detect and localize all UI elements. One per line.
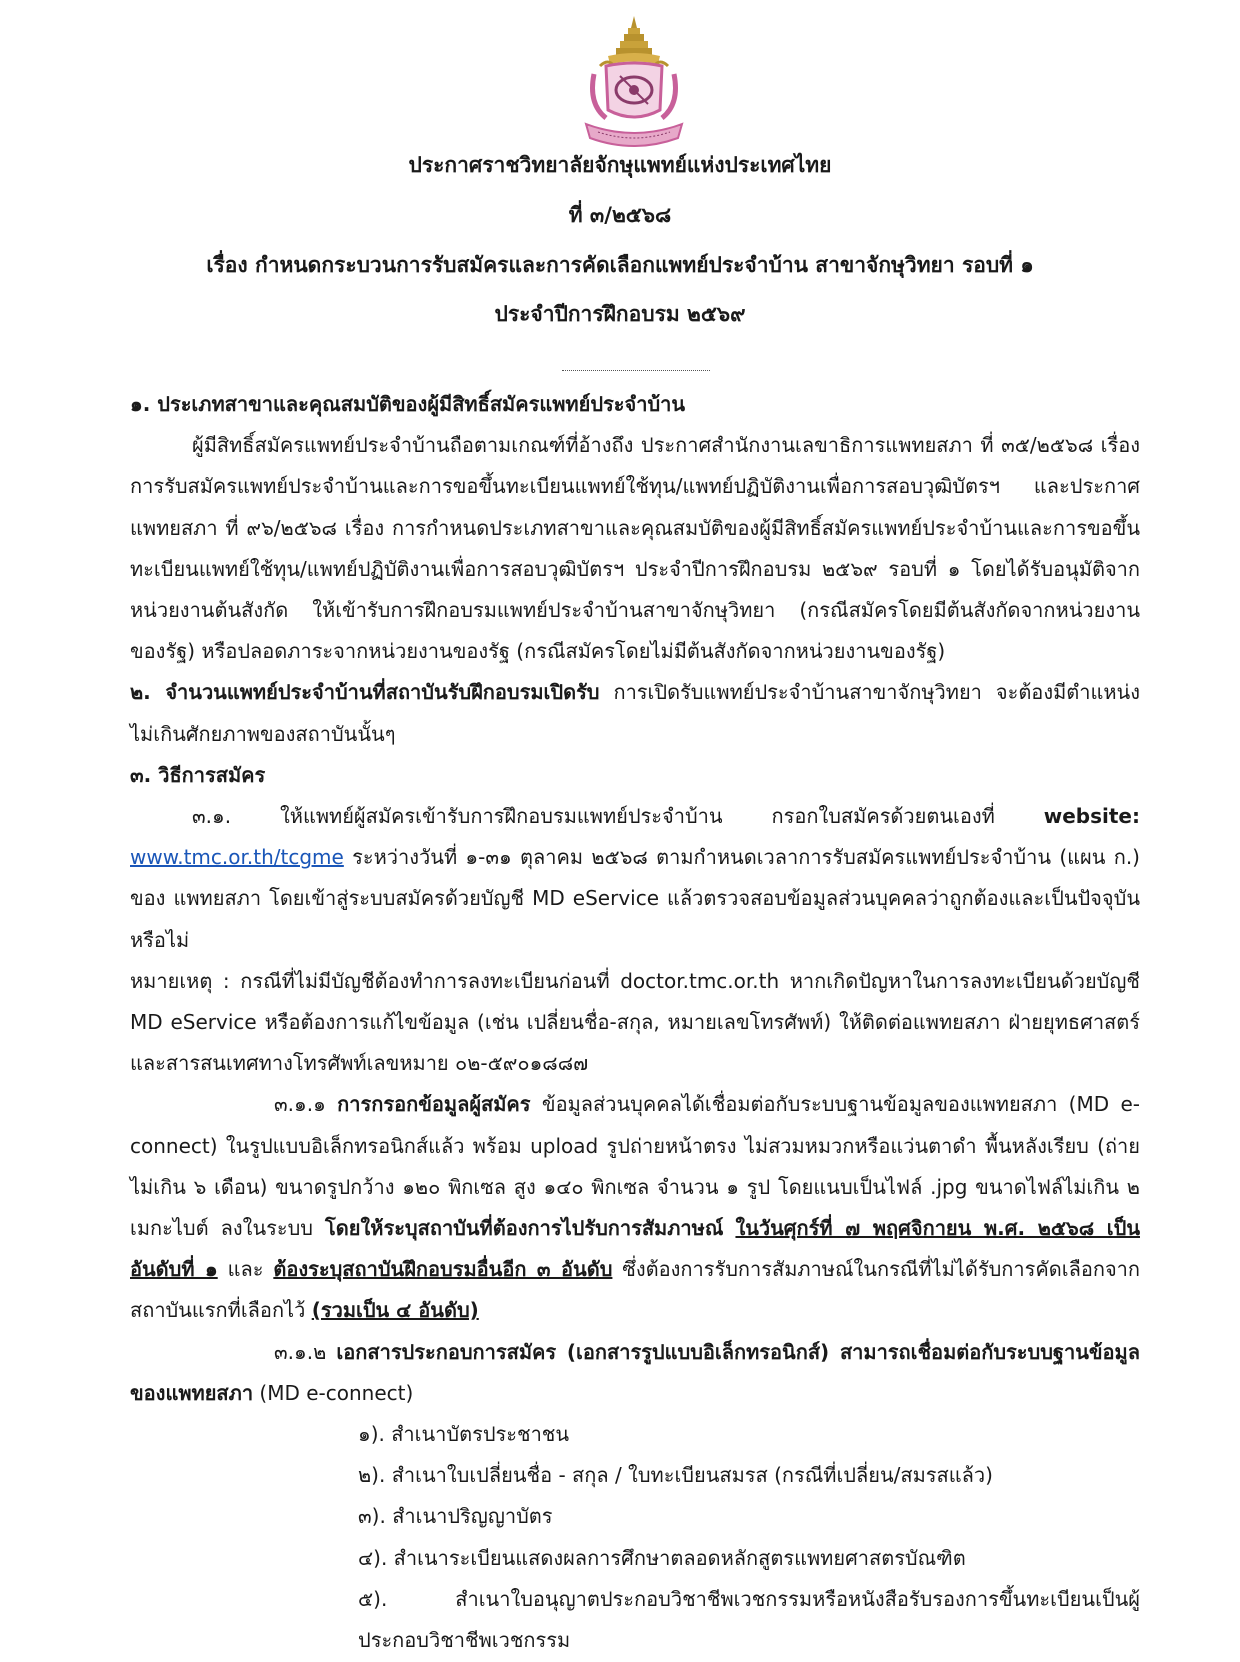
announcement-subject-year: ประจำปีการฝึกอบรม ๒๕๖๙	[494, 302, 746, 326]
section-1-heading: ๑. ประเภทสาขาและคุณสมบัติของผู้มีสิทธิ์สมัครแพทย์ประจำบ้าน	[130, 392, 686, 416]
section-3-note: หมายเหตุ : กรณีที่ไม่มีบัญชีต้องทำการลงทะเบียนก่อนที่ doctor.tmc.or.th หากเกิดปัญหาในการลงทะเบียนด้วยบัญชี MD eService หรือต้องการแก้ไขข้อมูล (เช่น เปลี่ยนชื่อ-สกุล, หมายเลขโทรศัพท์) ให้ติดต่อแพทยสภา ฝ่ายยุทธศาสตร์และสารสนเทศทางโทรศัพท์เลขหมาย ๐๒-๕๙๐๑๘๘๗	[130, 968, 1140, 1076]
section-1-text: ผู้มีสิทธิ์สมัครแพทย์ประจำบ้านถือตามเกณฑ์ที่อ้างถึง ประกาศสำนักงานเลขาธิการแพทยสภา ที่ ๓๕/๒๕๖๘ เรื่องการรับสมัครแพทย์ประจำบ้านและการขอขึ้นทะเบียนแพทย์ใช้ทุน/แพทย์ปฏิบัติงานเพื่อการสอบวุฒิบัตรฯ และประกาศแพทยสภา ที่ ๙๖/๒๕๖๘ เรื่อง การกำหนดประเภทสาขาและคุณสมบัติของผู้มีสิทธิ์สมัครแพทย์ประจำบ้านและการขอขึ้นทะเบียนแพทย์ใช้ทุน/แพทย์ปฏิบัติงานเพื่อการสอบวุฒิบัตรฯ ประจำปีการฝึกอบรม ๒๕๖๙ รอบที่ ๑ โดยได้รับอนุมัติจากหน่วยงานต้นสังกัด ให้เข้ารับการฝึกอบรมแพทย์ประจำบ้านสาขาจักษุวิทยา (กรณีสมัครโดยมีต้นสังกัดจากหน่วยงานของรัฐ) หรือปลอดภาระจากหน่วยงานของรัฐ (กรณีสมัครโดยไม่มีต้นสังกัดจากหน่วยงานของรัฐ)	[130, 433, 1140, 664]
document-list-item: ๔). สำเนาระเบียนแสดงผลการศึกษาตลอดหลักสูตรแพทยศาสตรบัณฑิต	[358, 1545, 966, 1570]
section-2-text: การเปิดรับแพทย์ประจำบ้านสาขาจักษุวิทยา จะต้องมีตำแหน่งไม่เกินศักยภาพของสถาบันนั้นๆ	[130, 680, 1140, 746]
document-list-item: ๕). สำเนาใบอนุญาตประกอบวิชาชีพเวชกรรมหรือหนังสือรับรองการขึ้นทะเบียนเป็นผู้ประกอบวิชาชีพเวชกรรม	[358, 1586, 1140, 1653]
announcement-number: ที่ ๓/๒๕๖๘	[568, 203, 672, 227]
section-3-1-1: ๓.๑.๑ การกรอกข้อมูลผู้สมัคร ข้อมูลส่วนบุคคลได้เชื่อมต่อกับระบบฐานข้อมูลของแพทยสภา (MD e-connect) ในรูปแบบอิเล็กทรอนิกส์แล้ว พร้อม upload รูปถ่ายหน้าตรง ไม่สวมหมวกหรือแว่นตาดำ พื้นหลังเรียบ (ถ่ายไม่เกิน ๖ เดือน) ขนาดรูปกว้าง ๑๒๐ พิกเซล สูง ๑๔๐ พิกเซล จำนวน ๑ รูป โดยแนบเป็นไฟล์ .jpg ขนาดไฟล์ไม่เกิน ๒ เมกะไบต์ ลงในระบบ โดยให้ระบุสถาบันที่ต้องการไปรับการสัมภาษณ์ ในวันศุกร์ที่ ๗ พฤศจิกายน พ.ศ. ๒๕๖๘ เป็นอันดับที่ ๑ และ ต้องระบุสถาบันฝึกอบรมอื่นอีก ๓ อันดับ ซึ่งต้องการรับการสัมภาษณ์ในกรณีที่ไม่ได้รับการคัดเลือกจากสถาบันแรกที่เลือกไว้ (รวมเป็น ๔ อันดับ)	[130, 1092, 1141, 1323]
title-divider	[562, 370, 710, 371]
section-2	[130, 672, 1140, 754]
royal-college-crest-icon	[578, 14, 690, 150]
section-3-1-2: ๓.๑.๒ เอกสารประกอบการสมัคร (เอกสารรูปแบบอิเล็กทรอนิกส์) สามารถเชื่อมต่อกับระบบฐานข้อมูลของแพทยสภา (MD e-connect)	[130, 1339, 1140, 1405]
announcement-subject: เรื่อง กำหนดกระบวนการรับสมัครและการคัดเลือกแพทย์ประจำบ้าน สาขาจักษุวิทยา รอบที่ ๑	[206, 253, 1034, 277]
section-2-heading: ๒. จำนวนแพทย์ประจำบ้านที่สถาบันรับฝึกอบรมเปิดรับ	[130, 680, 600, 705]
document-body	[130, 384, 1140, 1661]
document-list-item: ๓). สำเนาปริญญาบัตร	[358, 1504, 553, 1529]
document-list-item: ๒). สำเนาใบเปลี่ยนชื่อ - สกุล / ใบทะเบียนสมรส (กรณีที่เปลี่ยน/สมรสแล้ว)	[358, 1463, 993, 1488]
document-list-item: ๑). สำเนาบัตรประชาชน	[358, 1422, 570, 1447]
section-3-1: ๓.๑. ให้แพทย์ผู้สมัครเข้ารับการฝึกอบรมแพทย์ประจำบ้าน กรอกใบสมัครด้วยตนเองที่ website: www.tmc.or.th/tcgme ระหว่างวันที่ ๑-๓๑ ตุลาคม ๒๕๖๘ ตามกำหนดเวลาการรับสมัครแพทย์ประจำบ้าน (แผน ก.) ของ แพทยสภา โดยเข้าสู่ระบบสมัครด้วยบัญชี MD eService แล้วตรวจสอบข้อมูลส่วนบุคคลว่าถูกต้องและเป็นปัจจุบันหรือไม่	[130, 804, 1140, 952]
announcement-title: ประกาศราชวิทยาลัยจักษุแพทย์แห่งประเทศไทย	[408, 153, 832, 177]
section-3-heading: ๓. วิธีการสมัคร	[130, 762, 266, 787]
tcgme-link[interactable]: www.tmc.or.th/tcgme	[130, 845, 344, 870]
